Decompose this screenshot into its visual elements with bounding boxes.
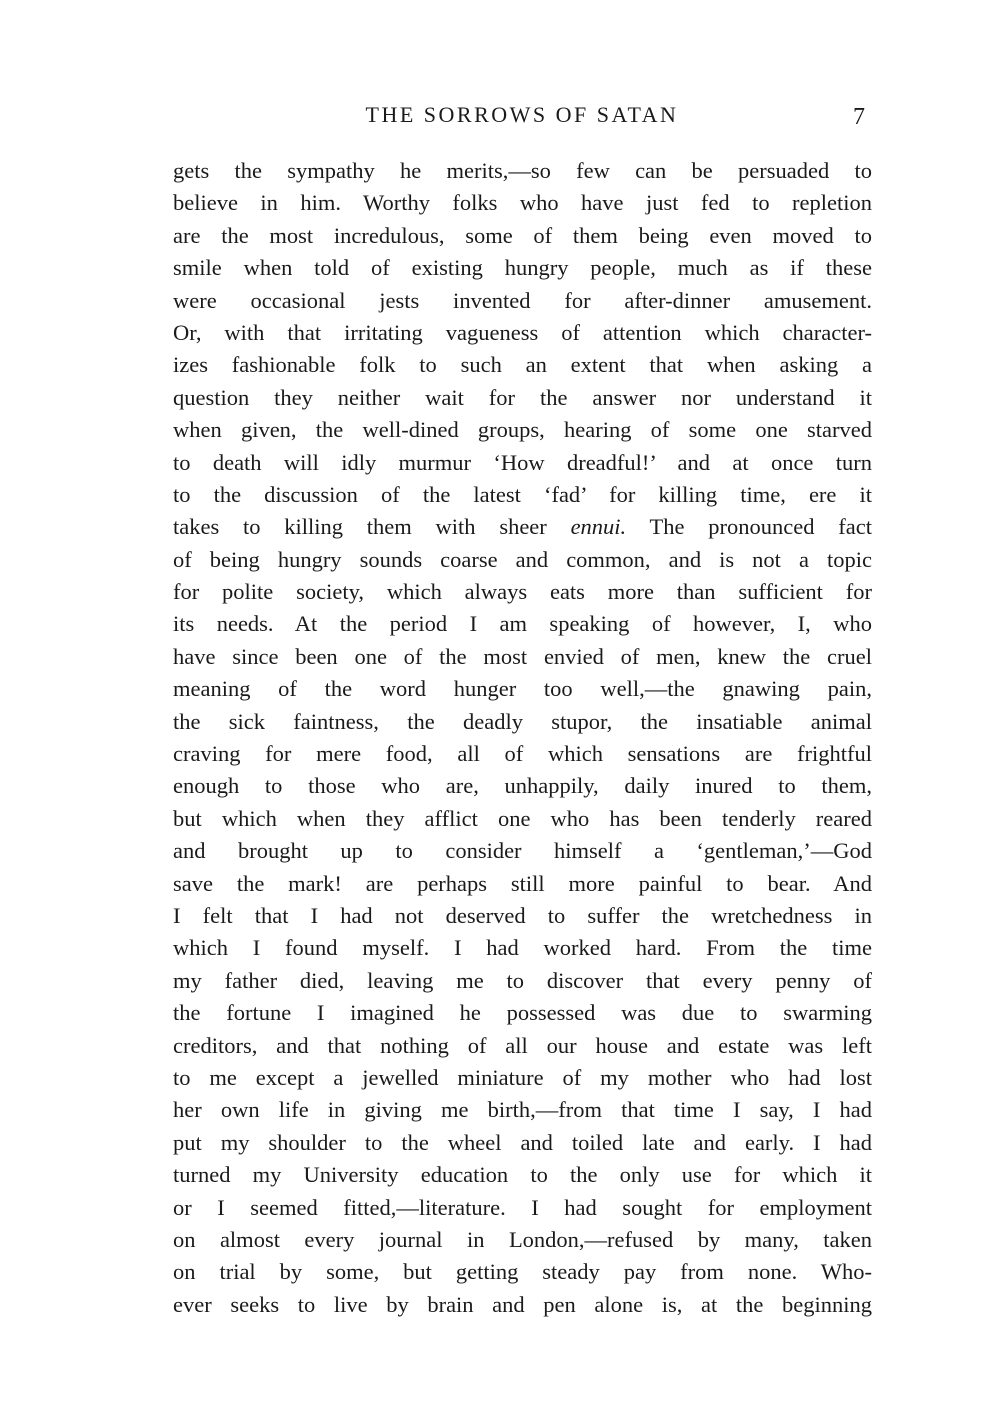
text-segment: have since been one of the most envied of men, knew the cruel (173, 643, 872, 669)
text-segment: on almost every journal in London,—refused by many, taken (173, 1226, 872, 1252)
text-segment: craving for mere food, all of which sensations are frightful (173, 741, 872, 767)
text-line (173, 738, 872, 770)
text-segment: Or, with that irritating vagueness of attention which character- (173, 319, 872, 345)
text-line (173, 835, 872, 867)
text-line (173, 641, 872, 673)
text-line (173, 1159, 872, 1191)
text-line (173, 673, 872, 705)
text-segment: to the discussion of the latest ‘fad’ for killing time, ere it (173, 481, 872, 507)
text-line (173, 900, 872, 932)
text-segment: for polite society, which always eats more than sufficient for (173, 579, 872, 605)
text-line (173, 544, 872, 576)
body-text (173, 155, 872, 1321)
text-line (173, 1062, 872, 1094)
text-segment: her own life in giving me birth,—from that time I say, I had (173, 1097, 872, 1123)
text-segment: izes fashionable folk to such an extent that when asking a (173, 352, 872, 378)
running-head (0, 100, 1000, 134)
text-segment: save the mark! are perhaps still more painful to bear. And (173, 870, 872, 896)
text-segment: gets the sympathy he merits,—so few can be persuaded to (173, 158, 872, 183)
text-segment: smile when told of existing hungry people, much as if these (173, 255, 872, 281)
text-line (173, 285, 872, 317)
text-line (173, 220, 872, 252)
text-line (173, 1094, 872, 1126)
text-segment: believe in him. Worthy folks who have just fed to repletion (173, 190, 872, 216)
text-line (173, 1289, 872, 1321)
text-segment: are the most incredulous, some of them being even moved to (173, 222, 872, 248)
text-segment: meaning of the word hunger too well,—the gnawing pain, (173, 676, 872, 702)
text-segment: on trial by some, but getting steady pay from none. Who- (173, 1259, 872, 1285)
text-line (173, 511, 872, 543)
text-line (173, 868, 872, 900)
text-segment: or I seemed fitted,—literature. I had sought for employment (173, 1194, 872, 1220)
text-segment: of being hungry sounds coarse and common, and is not a topic (173, 546, 872, 572)
text-segment: were occasional jests invented for after-dinner amusement. (173, 287, 872, 313)
text-segment: its needs. At the period I am speaking of however, I, who (173, 611, 872, 637)
page-number: 7 (853, 104, 865, 130)
text-line (173, 1256, 872, 1288)
text-line (173, 932, 872, 964)
text-line (173, 608, 872, 640)
text-line (173, 187, 872, 219)
text-segment: I felt that I had not deserved to suffer the wretchedness in (173, 902, 872, 928)
text-line (173, 414, 872, 446)
text-segment: takes to killing them with sheer (173, 514, 571, 540)
text-line (173, 1030, 872, 1062)
text-segment: The pronounced fact (626, 514, 872, 540)
text-segment: which I found myself. I had worked hard. From the time (173, 935, 872, 961)
text-line (173, 252, 872, 284)
text-line (173, 1127, 872, 1159)
text-line (173, 155, 872, 187)
text-line (173, 706, 872, 738)
text-line (173, 479, 872, 511)
text-segment: enough to those who are, unhappily, daily inured to them, (173, 773, 872, 799)
text-segment: my father died, leaving me to discover that every penny of (173, 967, 872, 993)
text-segment: ever seeks to live by brain and pen alone is, at the beginning (173, 1291, 872, 1317)
text-segment: question they neither wait for the answer nor understand it (173, 384, 872, 410)
text-line (173, 1192, 872, 1224)
text-segment: to death will idly murmur ‘How dreadful!’ and at once turn (173, 449, 872, 475)
text-segment: and brought up to consider himself a ‘gentleman,’—God (173, 838, 872, 864)
text-line (173, 447, 872, 479)
text-line (173, 317, 872, 349)
text-line (173, 576, 872, 608)
text-segment: to me except a jewelled miniature of my mother who had lost (173, 1064, 872, 1090)
text-line (173, 382, 872, 414)
text-segment: ennui. (570, 514, 627, 540)
text-segment: creditors, and that nothing of all our house and estate was left (173, 1032, 872, 1058)
text-segment: turned my University education to the only use for which it (173, 1162, 872, 1188)
text-line (173, 770, 872, 802)
text-line (173, 803, 872, 835)
running-title: THE SORROWS OF SATAN (365, 102, 679, 127)
text-line (173, 349, 872, 381)
text-line (173, 965, 872, 997)
text-line (173, 1224, 872, 1256)
text-segment: put my shoulder to the wheel and toiled late and early. I had (173, 1129, 872, 1155)
text-segment: when given, the well-dined groups, hearing of some one starved (173, 417, 872, 443)
text-segment: but which when they afflict one who has been tenderly reared (173, 805, 872, 831)
text-segment: the fortune I imagined he possessed was due to swarming (173, 1000, 872, 1026)
text-segment: the sick faintness, the deadly stupor, the insatiable animal (173, 708, 872, 734)
text-line (173, 997, 872, 1029)
